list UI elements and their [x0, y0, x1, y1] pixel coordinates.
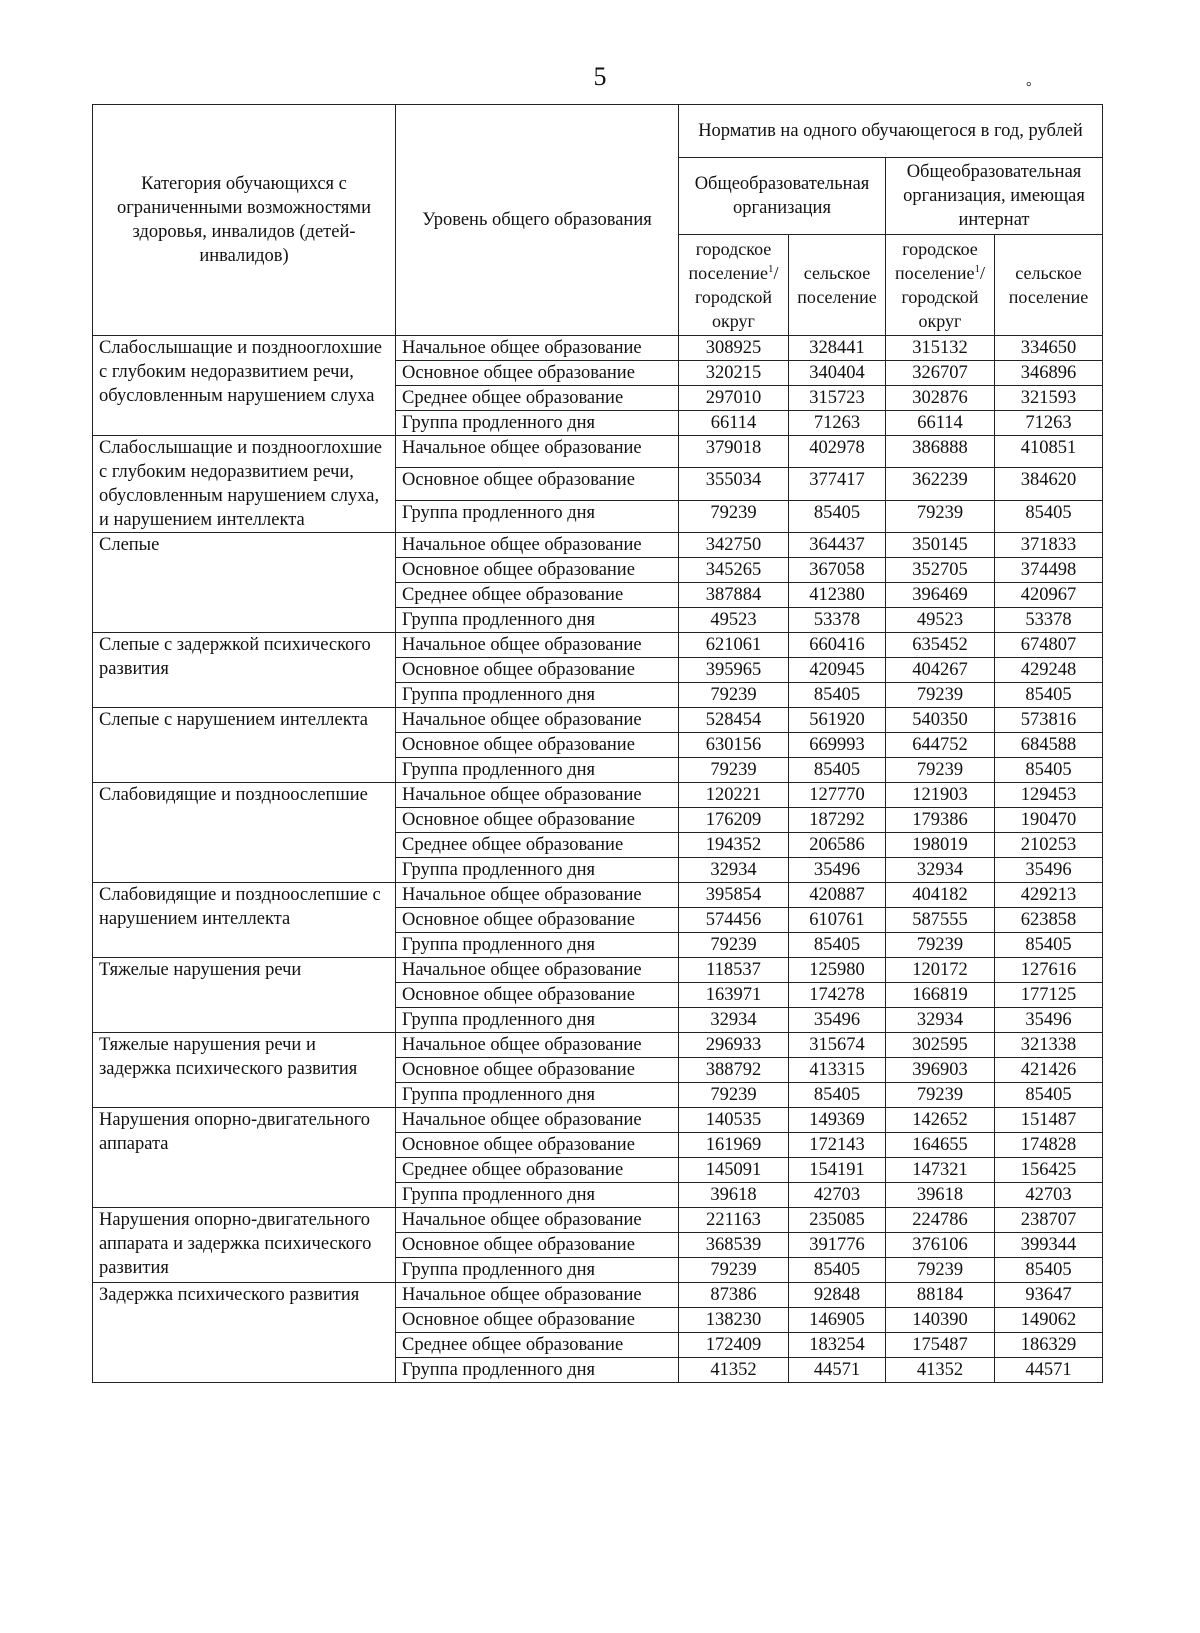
- value-cell: 32934: [886, 858, 995, 883]
- value-cell: 174828: [995, 1133, 1103, 1158]
- level-cell: Основное общее образование: [396, 1058, 679, 1083]
- level-cell: Основное общее образование: [396, 908, 679, 933]
- value-cell: 79239: [886, 683, 995, 708]
- header-org-boarding: Общеобразовательная организация, имеющая интернат: [886, 158, 1103, 235]
- header-rural-1: сельское поселение: [789, 235, 886, 336]
- category-cell: Слабовидящие и поздноослепшие с нарушением интеллекта: [93, 883, 396, 958]
- table-row: [93, 533, 1103, 558]
- level-cell: Группа продленного дня: [396, 1083, 679, 1108]
- value-cell: 669993: [789, 733, 886, 758]
- category-cell: Слабослышащие и позднооглохшие с глубоким недоразвитием речи, обусловленным нарушением слуха, и нарушением интеллекта: [93, 436, 396, 533]
- table-row: [93, 336, 1103, 361]
- value-cell: 352705: [886, 558, 995, 583]
- value-cell: 367058: [789, 558, 886, 583]
- table-row: [93, 436, 1103, 468]
- value-cell: 53378: [789, 608, 886, 633]
- value-cell: 172409: [679, 1333, 789, 1358]
- value-cell: 429213: [995, 883, 1103, 908]
- value-cell: 399344: [995, 1233, 1103, 1258]
- value-cell: 44571: [789, 1358, 886, 1383]
- value-cell: 404182: [886, 883, 995, 908]
- normative-table: [92, 104, 1103, 1383]
- value-cell: 194352: [679, 833, 789, 858]
- value-cell: 149369: [789, 1108, 886, 1133]
- value-cell: 121903: [886, 783, 995, 808]
- urban-label: городское поселение: [688, 239, 772, 283]
- value-cell: 149062: [995, 1308, 1103, 1333]
- value-cell: 85405: [995, 1258, 1103, 1283]
- table-body: [93, 336, 1103, 1383]
- value-cell: 674807: [995, 633, 1103, 658]
- value-cell: 315723: [789, 386, 886, 411]
- header-urban-2: [886, 235, 995, 336]
- value-cell: 321593: [995, 386, 1103, 411]
- value-cell: 410851: [995, 436, 1103, 468]
- value-cell: 66114: [679, 411, 789, 436]
- value-cell: 621061: [679, 633, 789, 658]
- value-cell: 210253: [995, 833, 1103, 858]
- value-cell: 129453: [995, 783, 1103, 808]
- level-cell: Группа продленного дня: [396, 608, 679, 633]
- value-cell: 420967: [995, 583, 1103, 608]
- level-cell: Основное общее образование: [396, 733, 679, 758]
- level-cell: Начальное общее образование: [396, 436, 679, 468]
- value-cell: 79239: [679, 500, 789, 532]
- value-cell: 79239: [886, 933, 995, 958]
- value-cell: 379018: [679, 436, 789, 468]
- value-cell: 388792: [679, 1058, 789, 1083]
- value-cell: 79239: [679, 683, 789, 708]
- value-cell: 79239: [679, 1083, 789, 1108]
- value-cell: 120172: [886, 958, 995, 983]
- value-cell: 321338: [995, 1033, 1103, 1058]
- value-cell: 396469: [886, 583, 995, 608]
- value-cell: 386888: [886, 436, 995, 468]
- value-cell: 41352: [886, 1358, 995, 1383]
- value-cell: 404267: [886, 658, 995, 683]
- value-cell: 368539: [679, 1233, 789, 1258]
- value-cell: 39618: [886, 1183, 995, 1208]
- level-cell: Основное общее образование: [396, 361, 679, 386]
- value-cell: 315674: [789, 1033, 886, 1058]
- value-cell: 79239: [679, 1258, 789, 1283]
- value-cell: 420887: [789, 883, 886, 908]
- value-cell: 85405: [995, 1083, 1103, 1108]
- value-cell: 85405: [789, 1258, 886, 1283]
- category-cell: Слабослышащие и позднооглохшие с глубоким недоразвитием речи, обусловленным нарушением слуха: [93, 336, 396, 436]
- level-cell: Начальное общее образование: [396, 1108, 679, 1133]
- value-cell: 138230: [679, 1308, 789, 1333]
- value-cell: 364437: [789, 533, 886, 558]
- value-cell: 85405: [995, 500, 1103, 532]
- value-cell: 42703: [995, 1183, 1103, 1208]
- value-cell: 224786: [886, 1208, 995, 1233]
- value-cell: 35496: [995, 858, 1103, 883]
- level-cell: Начальное общее образование: [396, 708, 679, 733]
- value-cell: 85405: [789, 683, 886, 708]
- value-cell: 53378: [995, 608, 1103, 633]
- level-cell: Среднее общее образование: [396, 1158, 679, 1183]
- level-cell: Основное общее образование: [396, 558, 679, 583]
- value-cell: 412380: [789, 583, 886, 608]
- value-cell: 384620: [995, 468, 1103, 500]
- level-cell: Группа продленного дня: [396, 1183, 679, 1208]
- level-cell: Основное общее образование: [396, 983, 679, 1008]
- value-cell: 387884: [679, 583, 789, 608]
- value-cell: 684588: [995, 733, 1103, 758]
- value-cell: 35496: [789, 1008, 886, 1033]
- value-cell: 528454: [679, 708, 789, 733]
- value-cell: 154191: [789, 1158, 886, 1183]
- value-cell: 145091: [679, 1158, 789, 1183]
- table-row: [93, 783, 1103, 808]
- urban-district-label: / городской округ: [901, 263, 986, 331]
- value-cell: 206586: [789, 833, 886, 858]
- value-cell: 85405: [995, 683, 1103, 708]
- category-cell: Нарушения опорно-двигательного аппарата: [93, 1108, 396, 1208]
- value-cell: 345265: [679, 558, 789, 583]
- value-cell: 85405: [789, 758, 886, 783]
- value-cell: 308925: [679, 336, 789, 361]
- value-cell: 350145: [886, 533, 995, 558]
- value-cell: 140390: [886, 1308, 995, 1333]
- value-cell: 371833: [995, 533, 1103, 558]
- value-cell: 320215: [679, 361, 789, 386]
- category-cell: Задержка психического развития: [93, 1283, 396, 1383]
- value-cell: 328441: [789, 336, 886, 361]
- urban-district-label: / городской округ: [694, 263, 779, 331]
- value-cell: 87386: [679, 1283, 789, 1308]
- value-cell: 334650: [995, 336, 1103, 361]
- value-cell: 71263: [789, 411, 886, 436]
- level-cell: Группа продленного дня: [396, 683, 679, 708]
- level-cell: Начальное общее образование: [396, 783, 679, 808]
- table-row: [93, 1283, 1103, 1308]
- level-cell: Среднее общее образование: [396, 386, 679, 411]
- footnote-mark: 1: [768, 263, 774, 275]
- header-level: Уровень общего образования: [396, 105, 679, 336]
- level-cell: Основное общее образование: [396, 1233, 679, 1258]
- value-cell: 85405: [789, 933, 886, 958]
- level-cell: Группа продленного дня: [396, 1008, 679, 1033]
- value-cell: 235085: [789, 1208, 886, 1233]
- value-cell: 49523: [886, 608, 995, 633]
- value-cell: 92848: [789, 1283, 886, 1308]
- value-cell: 118537: [679, 958, 789, 983]
- value-cell: 85405: [995, 758, 1103, 783]
- header-urban-1: [679, 235, 789, 336]
- category-cell: Слепые с нарушением интеллекта: [93, 708, 396, 783]
- value-cell: 32934: [886, 1008, 995, 1033]
- value-cell: 147321: [886, 1158, 995, 1183]
- value-cell: 179386: [886, 808, 995, 833]
- value-cell: 142652: [886, 1108, 995, 1133]
- value-cell: 587555: [886, 908, 995, 933]
- level-cell: Основное общее образование: [396, 808, 679, 833]
- value-cell: 238707: [995, 1208, 1103, 1233]
- value-cell: 71263: [995, 411, 1103, 436]
- scan-dot-mark: °: [1026, 80, 1032, 95]
- level-cell: Начальное общее образование: [396, 883, 679, 908]
- value-cell: 342750: [679, 533, 789, 558]
- value-cell: 79239: [886, 500, 995, 532]
- value-cell: 302595: [886, 1033, 995, 1058]
- value-cell: 140535: [679, 1108, 789, 1133]
- level-cell: Начальное общее образование: [396, 633, 679, 658]
- value-cell: 183254: [789, 1333, 886, 1358]
- value-cell: 120221: [679, 783, 789, 808]
- value-cell: 174278: [789, 983, 886, 1008]
- level-cell: Группа продленного дня: [396, 411, 679, 436]
- value-cell: 125980: [789, 958, 886, 983]
- category-cell: Нарушения опорно-двигательного аппарата и задержка психического развития: [93, 1208, 396, 1283]
- value-cell: 396903: [886, 1058, 995, 1083]
- value-cell: 429248: [995, 658, 1103, 683]
- category-cell: Тяжелые нарушения речи: [93, 958, 396, 1033]
- value-cell: 49523: [679, 608, 789, 633]
- level-cell: Группа продленного дня: [396, 933, 679, 958]
- value-cell: 315132: [886, 336, 995, 361]
- value-cell: 79239: [886, 1258, 995, 1283]
- value-cell: 540350: [886, 708, 995, 733]
- value-cell: 644752: [886, 733, 995, 758]
- value-cell: 177125: [995, 983, 1103, 1008]
- value-cell: 39618: [679, 1183, 789, 1208]
- value-cell: 172143: [789, 1133, 886, 1158]
- table-row: [93, 633, 1103, 658]
- value-cell: 166819: [886, 983, 995, 1008]
- value-cell: 402978: [789, 436, 886, 468]
- level-cell: Группа продленного дня: [396, 1358, 679, 1383]
- value-cell: 355034: [679, 468, 789, 500]
- header-org-general: Общеобразовательная организация: [679, 158, 886, 235]
- value-cell: 151487: [995, 1108, 1103, 1133]
- level-cell: Начальное общее образование: [396, 1033, 679, 1058]
- value-cell: 85405: [789, 500, 886, 532]
- level-cell: Начальное общее образование: [396, 1283, 679, 1308]
- value-cell: 326707: [886, 361, 995, 386]
- level-cell: Начальное общее образование: [396, 336, 679, 361]
- value-cell: 156425: [995, 1158, 1103, 1183]
- level-cell: Группа продленного дня: [396, 758, 679, 783]
- level-cell: Группа продленного дня: [396, 858, 679, 883]
- value-cell: 187292: [789, 808, 886, 833]
- value-cell: 44571: [995, 1358, 1103, 1383]
- value-cell: 163971: [679, 983, 789, 1008]
- table-row: [93, 708, 1103, 733]
- value-cell: 42703: [789, 1183, 886, 1208]
- value-cell: 32934: [679, 858, 789, 883]
- value-cell: 340404: [789, 361, 886, 386]
- level-cell: Начальное общее образование: [396, 1208, 679, 1233]
- level-cell: Начальное общее образование: [396, 533, 679, 558]
- level-cell: Основное общее образование: [396, 1133, 679, 1158]
- value-cell: 221163: [679, 1208, 789, 1233]
- value-cell: 297010: [679, 386, 789, 411]
- value-cell: 190470: [995, 808, 1103, 833]
- category-cell: Слабовидящие и поздноослепшие: [93, 783, 396, 883]
- header-rural-2: сельское поселение: [995, 235, 1103, 336]
- value-cell: 391776: [789, 1233, 886, 1258]
- value-cell: 127770: [789, 783, 886, 808]
- level-cell: Группа продленного дня: [396, 1258, 679, 1283]
- value-cell: 623858: [995, 908, 1103, 933]
- value-cell: 374498: [995, 558, 1103, 583]
- value-cell: 302876: [886, 386, 995, 411]
- level-cell: Среднее общее образование: [396, 1333, 679, 1358]
- value-cell: 660416: [789, 633, 886, 658]
- value-cell: 362239: [886, 468, 995, 500]
- value-cell: 41352: [679, 1358, 789, 1383]
- value-cell: 161969: [679, 1133, 789, 1158]
- level-cell: Основное общее образование: [396, 658, 679, 683]
- value-cell: 79239: [679, 933, 789, 958]
- value-cell: 85405: [995, 933, 1103, 958]
- category-cell: Слепые: [93, 533, 396, 633]
- value-cell: 376106: [886, 1233, 995, 1258]
- value-cell: 346896: [995, 361, 1103, 386]
- value-cell: 630156: [679, 733, 789, 758]
- value-cell: 574456: [679, 908, 789, 933]
- value-cell: 66114: [886, 411, 995, 436]
- level-cell: Группа продленного дня: [396, 500, 679, 532]
- value-cell: 635452: [886, 633, 995, 658]
- value-cell: 377417: [789, 468, 886, 500]
- value-cell: 146905: [789, 1308, 886, 1333]
- header-category: Категория обучающихся с ограниченными возможностями здоровья, инвалидов (детей-инвалидов): [93, 105, 396, 336]
- value-cell: 395965: [679, 658, 789, 683]
- category-cell: Слепые с задержкой психического развития: [93, 633, 396, 708]
- table-row: [93, 1033, 1103, 1058]
- footnote-mark: 1: [974, 263, 980, 275]
- value-cell: 32934: [679, 1008, 789, 1033]
- level-cell: Среднее общее образование: [396, 583, 679, 608]
- table-row: [93, 958, 1103, 983]
- value-cell: 413315: [789, 1058, 886, 1083]
- level-cell: Основное общее образование: [396, 468, 679, 500]
- urban-label: городское поселение: [894, 239, 978, 283]
- level-cell: Основное общее образование: [396, 1308, 679, 1333]
- table-header: [93, 105, 1103, 336]
- category-cell: Тяжелые нарушения речи и задержка психического развития: [93, 1033, 396, 1108]
- table-row: [93, 1108, 1103, 1133]
- level-cell: Начальное общее образование: [396, 958, 679, 983]
- value-cell: 420945: [789, 658, 886, 683]
- value-cell: 85405: [789, 1083, 886, 1108]
- value-cell: 176209: [679, 808, 789, 833]
- value-cell: 610761: [789, 908, 886, 933]
- value-cell: 164655: [886, 1133, 995, 1158]
- page-number: 5: [593, 62, 607, 91]
- value-cell: 421426: [995, 1058, 1103, 1083]
- value-cell: 296933: [679, 1033, 789, 1058]
- value-cell: 35496: [789, 858, 886, 883]
- value-cell: 93647: [995, 1283, 1103, 1308]
- table-row: [93, 883, 1103, 908]
- table-row: [93, 1208, 1103, 1233]
- value-cell: 79239: [886, 758, 995, 783]
- value-cell: 88184: [886, 1283, 995, 1308]
- value-cell: 127616: [995, 958, 1103, 983]
- level-cell: Среднее общее образование: [396, 833, 679, 858]
- value-cell: 186329: [995, 1333, 1103, 1358]
- value-cell: 573816: [995, 708, 1103, 733]
- header-norm-title: Норматив на одного обучающегося в год, рублей: [679, 105, 1103, 158]
- value-cell: 561920: [789, 708, 886, 733]
- value-cell: 79239: [679, 758, 789, 783]
- value-cell: 395854: [679, 883, 789, 908]
- value-cell: 175487: [886, 1333, 995, 1358]
- value-cell: 35496: [995, 1008, 1103, 1033]
- value-cell: 79239: [886, 1083, 995, 1108]
- value-cell: 198019: [886, 833, 995, 858]
